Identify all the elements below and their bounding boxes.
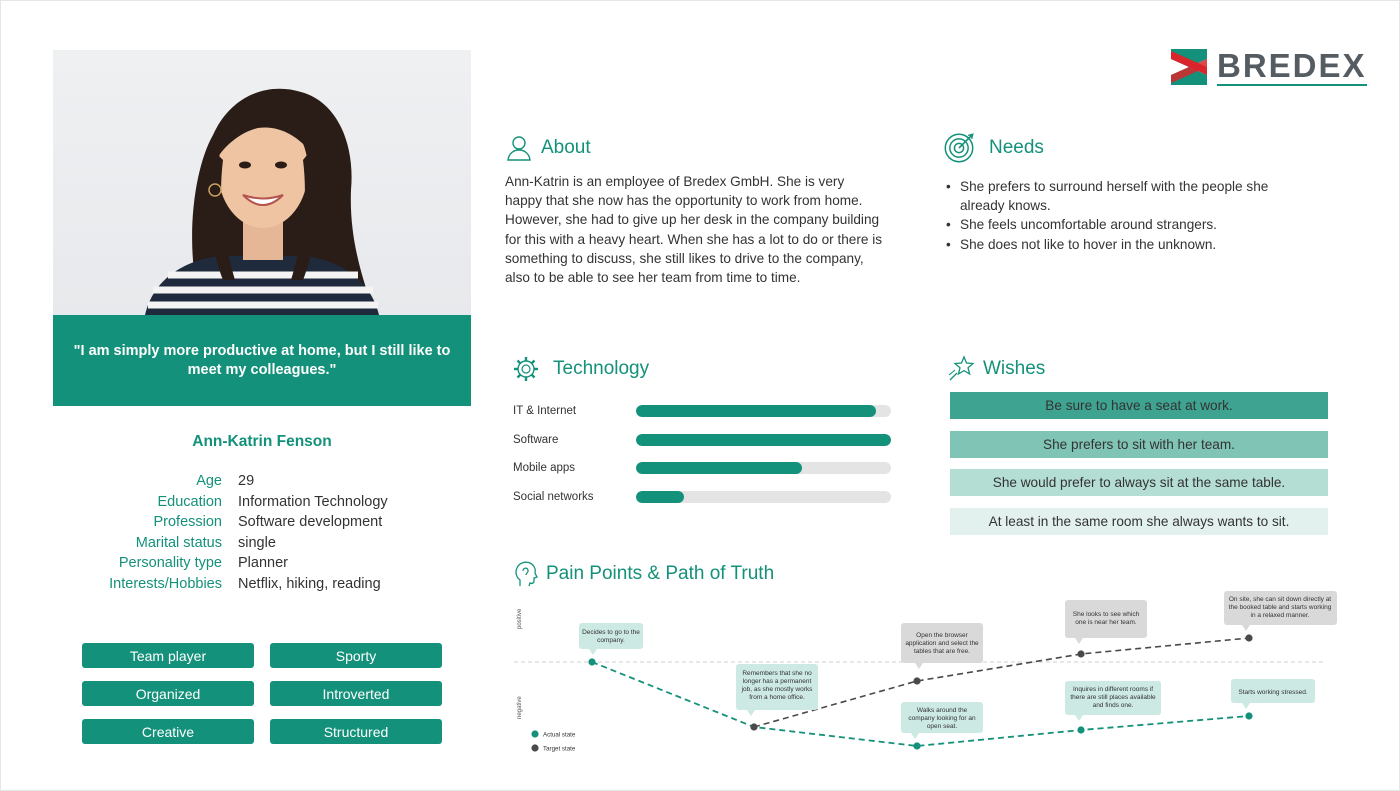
technology-row bbox=[513, 397, 893, 426]
legend-target-label: Target state bbox=[543, 745, 576, 753]
about-heading bbox=[505, 134, 591, 162]
technology-bar bbox=[636, 434, 891, 446]
note-line: Walks around the bbox=[916, 707, 968, 714]
note-actual-3 bbox=[901, 702, 983, 739]
note-line: in a relaxed manner. bbox=[1250, 612, 1310, 619]
head-profile-icon bbox=[512, 560, 540, 588]
technology-heading bbox=[512, 355, 649, 383]
attribute-row bbox=[53, 553, 471, 574]
attribute-key: Age bbox=[196, 473, 222, 490]
note-actual-2 bbox=[736, 664, 818, 716]
note-actual-5 bbox=[1231, 679, 1315, 709]
wishes-heading bbox=[947, 355, 1045, 383]
needs-item: • She prefers to surround herself with the people she already knows. bbox=[943, 177, 1303, 215]
technology-row bbox=[513, 483, 893, 512]
wish-item: At least in the same room she always wants to sit. bbox=[950, 508, 1328, 535]
legend-actual-marker bbox=[531, 730, 538, 737]
persona-photo bbox=[53, 50, 471, 315]
actual-state-point bbox=[1245, 712, 1252, 719]
technology-title: Technology bbox=[553, 358, 650, 379]
technology-bar-fill bbox=[636, 434, 891, 446]
journey-svg bbox=[509, 591, 1349, 761]
wish-item: Be sure to have a seat at work. bbox=[950, 392, 1328, 419]
logo-text: BREDEX bbox=[1217, 46, 1367, 84]
technology-bar-fill bbox=[636, 405, 876, 417]
bredex-logo bbox=[1169, 47, 1367, 87]
actual-state-point bbox=[588, 658, 595, 665]
about-title: About bbox=[541, 137, 591, 158]
axis-negative-label: negative bbox=[517, 696, 523, 719]
legend-actual-label: Actual state bbox=[543, 731, 576, 739]
trait-badge: Introverted bbox=[270, 681, 442, 706]
note-line: longer has a permanent bbox=[742, 678, 812, 685]
wishes-title: Wishes bbox=[983, 358, 1046, 379]
svg-text:Remembers that she nolonger ha bbox=[741, 670, 814, 701]
attribute-value: Netflix, hiking, reading bbox=[238, 575, 381, 592]
svg-text:Starts working stressed. bbox=[1238, 689, 1308, 696]
wishes-list bbox=[950, 392, 1328, 546]
gear-icon bbox=[512, 355, 540, 383]
wish-item: She would prefer to always sit at the same table. bbox=[950, 469, 1328, 496]
note-target-2 bbox=[1065, 600, 1147, 644]
needs-list bbox=[943, 177, 1303, 254]
persona-traits bbox=[82, 643, 442, 744]
target-state-point bbox=[750, 723, 757, 730]
attribute-row bbox=[53, 492, 471, 513]
technology-bar-fill bbox=[636, 462, 802, 474]
attribute-value: Software development bbox=[238, 514, 383, 531]
persona-name: Ann-Katrin Fenson bbox=[192, 433, 332, 450]
technology-label: IT & Internet bbox=[513, 405, 577, 418]
persona-quote: "I am simply more productive at home, but I still like to meet my colleagues." bbox=[53, 315, 471, 406]
attribute-row bbox=[53, 512, 471, 533]
technology-bar bbox=[636, 462, 891, 474]
technology-list bbox=[513, 397, 893, 511]
needs-heading bbox=[943, 132, 1044, 164]
note-line: On site, she can sit down directly at bbox=[1228, 596, 1332, 603]
attribute-row bbox=[53, 471, 471, 492]
technology-row bbox=[513, 454, 893, 483]
legend bbox=[531, 730, 575, 752]
person-icon bbox=[505, 134, 533, 162]
note-line: and finds one. bbox=[1092, 702, 1134, 709]
actual-state-point bbox=[1077, 726, 1084, 733]
note-target-3 bbox=[1224, 591, 1337, 631]
target-state-line bbox=[754, 638, 1249, 727]
technology-label: Social networks bbox=[513, 490, 594, 503]
target-state-point bbox=[913, 677, 920, 684]
technology-row bbox=[513, 426, 893, 455]
target-state-point bbox=[1245, 634, 1252, 641]
note-line: company looking for an bbox=[908, 715, 976, 722]
about-text: Ann-Katrin is an employee of Bredex GmbH. She is very happy that she now has the opportunity to work from home. However, she had to give up her desk in the company building for this with a heavy heart. When she has a lot to do or there is something to discuss, she still likes to drive to the company, also to be able to see her team from time to time. bbox=[505, 174, 883, 286]
note-line: She looks to see which bbox=[1072, 611, 1140, 618]
note-line: the booked table and starts working bbox=[1228, 604, 1332, 611]
actual-state-point bbox=[913, 742, 920, 749]
note-line: Open the browser bbox=[916, 632, 968, 639]
attribute-row bbox=[53, 574, 471, 595]
attribute-key: Education bbox=[157, 493, 222, 510]
portrait-image bbox=[53, 50, 471, 315]
note-line: from a home office. bbox=[749, 694, 805, 701]
attribute-value: 29 bbox=[238, 473, 255, 490]
trait-badge: Creative bbox=[82, 719, 254, 744]
note-line: Remembers that she no bbox=[742, 670, 812, 677]
trait-badge: Structured bbox=[270, 719, 442, 744]
note-line: Decides to go to the bbox=[582, 629, 640, 636]
pain-points-heading bbox=[512, 560, 774, 588]
logo-mark-icon bbox=[1169, 47, 1209, 87]
trait-badge: Organized bbox=[82, 681, 254, 706]
technology-bar bbox=[636, 491, 891, 503]
note-line: tables that are free. bbox=[913, 648, 971, 655]
wish-item: She prefers to sit with her team. bbox=[950, 431, 1328, 458]
note-line: job, as she mostly works bbox=[741, 686, 813, 693]
legend-target-marker bbox=[531, 744, 538, 751]
needs-item: • She does not like to hover in the unknown. bbox=[943, 235, 1303, 254]
attribute-value: single bbox=[238, 534, 276, 551]
attribute-key: Profession bbox=[153, 514, 222, 531]
trait-badge: Team player bbox=[82, 643, 254, 668]
note-line: Inquires in different rooms if bbox=[1072, 686, 1154, 693]
note-actual-4 bbox=[1065, 681, 1161, 721]
persona-attributes bbox=[53, 471, 471, 594]
attribute-value: Information Technology bbox=[238, 493, 388, 510]
technology-bar-fill bbox=[636, 491, 684, 503]
svg-text:She looks to see whichone is n bbox=[1073, 611, 1140, 626]
pain-points-chart bbox=[509, 591, 1349, 761]
note-line: Starts working stressed. bbox=[1238, 689, 1308, 696]
note-line: company. bbox=[597, 637, 625, 644]
note-line: one is near her team. bbox=[1075, 619, 1137, 626]
attribute-value: Planner bbox=[238, 555, 288, 572]
target-icon bbox=[943, 132, 975, 164]
attribute-key: Personality type bbox=[118, 555, 222, 572]
note-line: application and select the bbox=[905, 640, 979, 647]
pain-points-title: Pain Points & Path of Truth bbox=[546, 563, 775, 584]
note-target-1 bbox=[901, 623, 983, 669]
note-line: open seat. bbox=[926, 723, 958, 730]
note-line: there are still places available bbox=[1070, 694, 1156, 701]
axis-positive-label: positive bbox=[517, 608, 523, 629]
shooting-star-icon bbox=[947, 355, 975, 383]
target-state-point bbox=[1077, 650, 1084, 657]
note-actual-1 bbox=[579, 623, 643, 655]
attribute-key: Marital status bbox=[135, 534, 222, 551]
attribute-row bbox=[53, 533, 471, 554]
technology-label: Mobile apps bbox=[513, 462, 576, 475]
needs-title: Needs bbox=[989, 137, 1044, 158]
attribute-key: Interests/Hobbies bbox=[109, 575, 222, 592]
technology-label: Software bbox=[513, 433, 559, 446]
needs-item: • She feels uncomfortable around strangers. bbox=[943, 215, 1303, 234]
trait-badge: Sporty bbox=[270, 643, 442, 668]
technology-bar bbox=[636, 405, 891, 417]
